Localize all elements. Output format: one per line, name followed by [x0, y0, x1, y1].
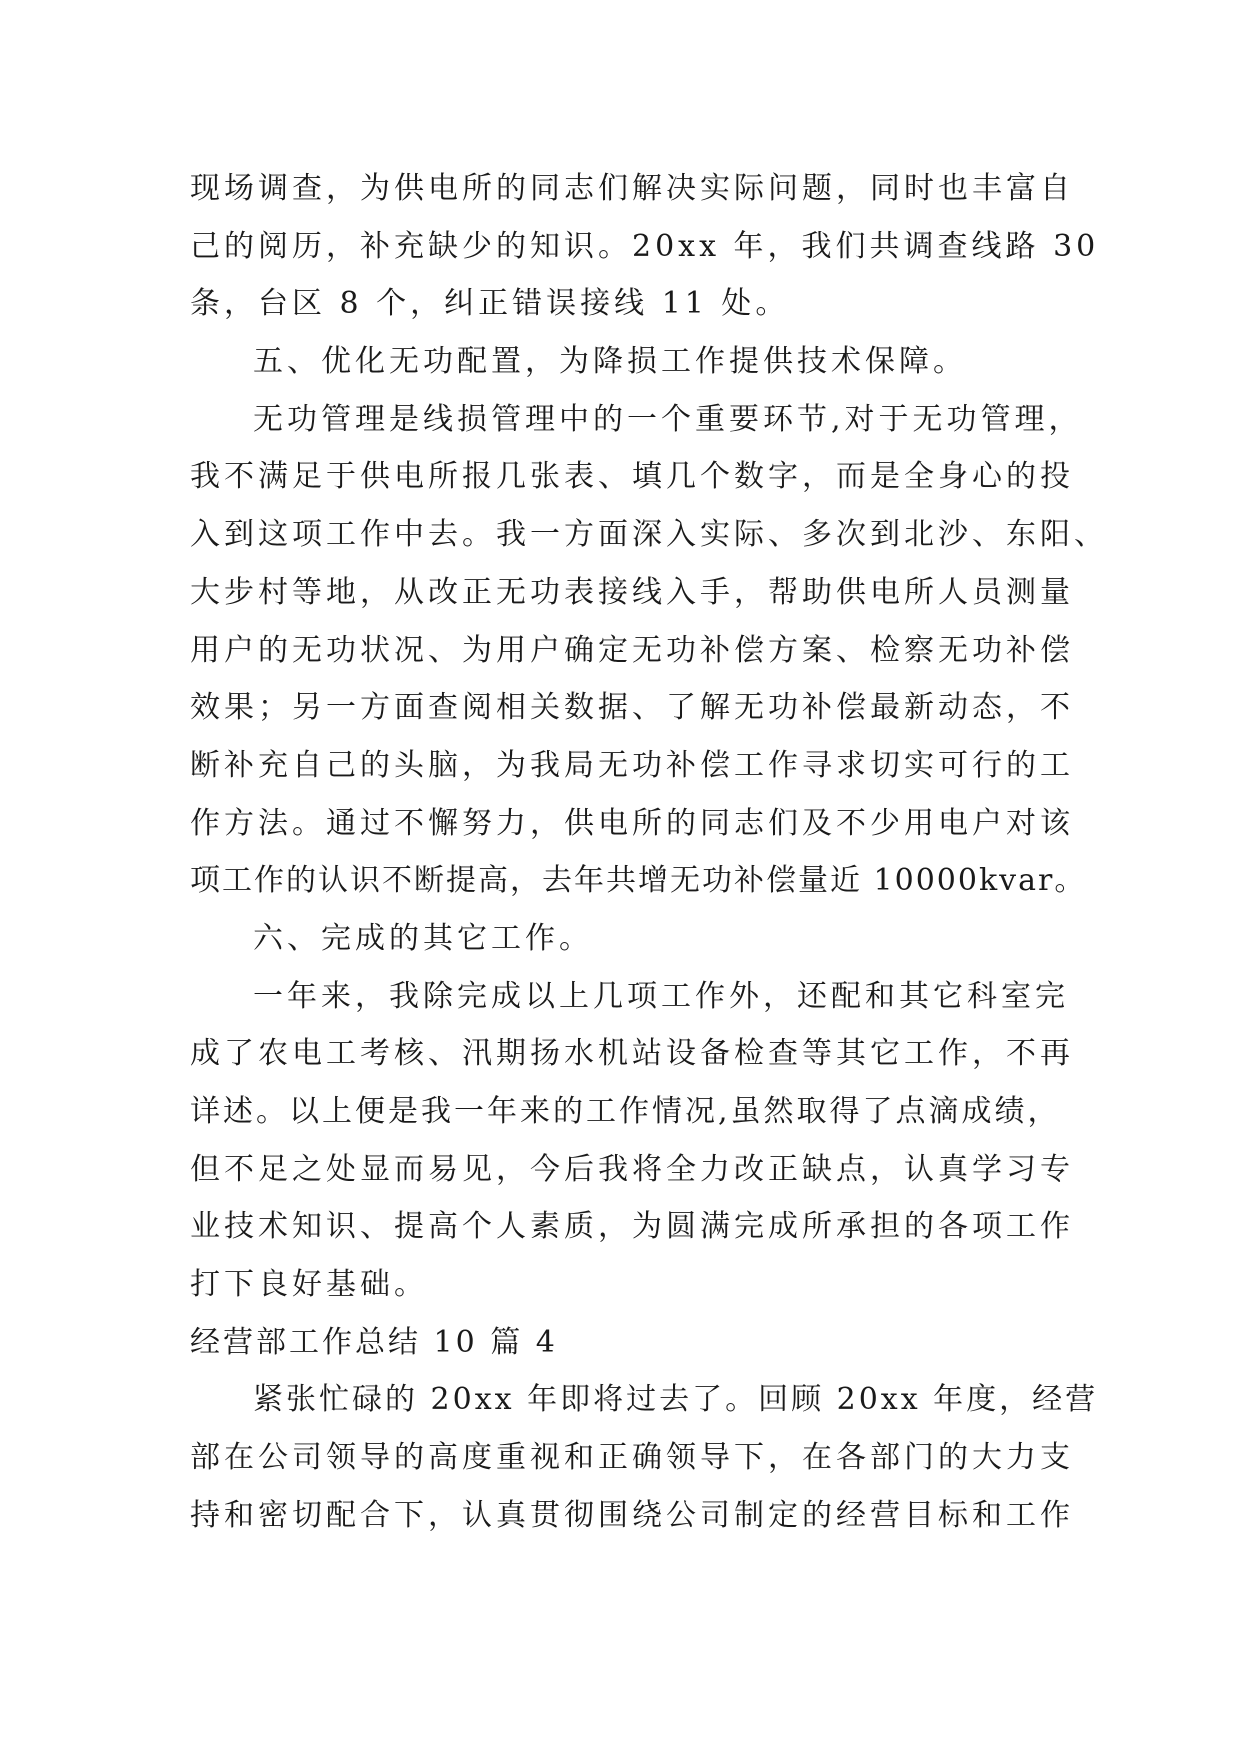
- section-heading: 五、优化无功配置，为降损工作提供技术保障。: [253, 344, 967, 380]
- section-heading: 六、完成的其它工作。: [253, 920, 593, 956]
- text-line: 作方法。通过不懈努力，供电所的同志们及不少用电户对该: [190, 805, 1074, 841]
- text-line: 详述。以上便是我一年来的工作情况,虽然取得了点滴成绩，: [190, 1094, 1061, 1129]
- text-line: 项工作的认识不断提高，去年共增无功补偿量近 10000kvar。: [190, 863, 1087, 899]
- text-line: 断补充自己的头脑，为我局无功补偿工作寻求切实可行的工: [190, 747, 1074, 783]
- text-line: 持和密切配合下，认真贯彻围绕公司制定的经营目标和工作: [190, 1497, 1074, 1533]
- text-line: 无功管理是线损管理中的一个重要环节,对于无功管理，: [253, 401, 1083, 437]
- text-line: 我不满足于供电所报几张表、填几个数字，而是全身心的投: [190, 459, 1074, 495]
- text-line: 紧张忙碌的 20xx 年即将过去了。回顾 20xx 年度，经营: [253, 1382, 1099, 1418]
- text-line: 入到这项工作中去。我一方面深入实际、多次到北沙、东阳、: [190, 517, 1108, 553]
- text-line: 大步村等地，从改正无功表接线入手，帮助供电所人员测量: [190, 574, 1074, 610]
- text-line: 但不足之处显而易见，今后我将全力改正缺点，认真学习专: [190, 1151, 1074, 1187]
- text-line: 成了农电工考核、汛期扬水机站设备检查等其它工作，不再: [190, 1036, 1074, 1072]
- text-line: 效果；另一方面查阅相关数据、了解无功补偿最新动态，不: [190, 690, 1074, 726]
- text-line: 现场调查，为供电所的同志们解决实际问题，同时也丰富自: [190, 171, 1074, 206]
- document-body: [190, 160, 1108, 1545]
- text-line: 业技术知识、提高个人素质，为圆满完成所承担的各项工作: [190, 1209, 1074, 1245]
- text-line: 条，台区 8 个，纠正错误接线 11 处。: [190, 286, 790, 322]
- text-line: 打下良好基础。: [190, 1267, 428, 1303]
- text-line: 一年来，我除完成以上几项工作外，还配和其它科室完: [253, 978, 1069, 1014]
- article-title: 经营部工作总结 10 篇 4: [190, 1324, 558, 1360]
- text-line: 己的阅历，补充缺少的知识。20xx 年，我们共调查线路 30: [190, 228, 1100, 264]
- text-line: 部在公司领导的高度重视和正确领导下，在各部门的大力支: [190, 1440, 1074, 1476]
- text-line: 用户的无功状况、为用户确定无功补偿方案、检察无功补偿: [190, 632, 1074, 668]
